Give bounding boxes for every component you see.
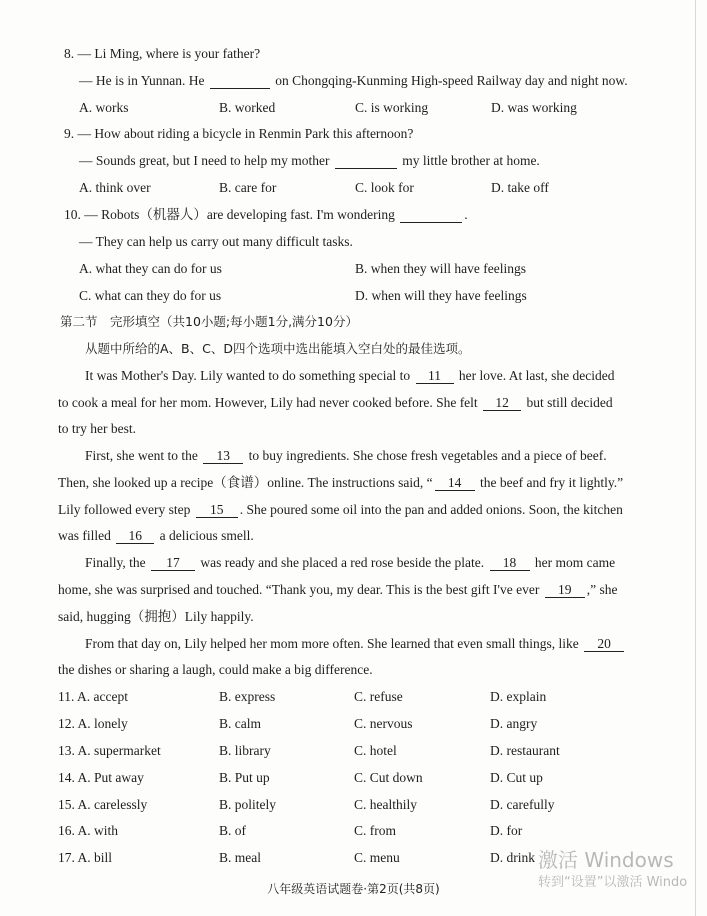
q13-option-b: B. library [219,743,271,758]
activation-watermark-hint: 转到“设置”以激活 Windo [538,875,688,890]
q8-option-c: C. is working [355,100,429,115]
q8-option-d: D. was working [491,100,577,115]
q10-option-d: D. when will they have feelings [355,288,527,303]
blank-18: 18 [490,556,530,571]
passage-p2-line2: Then, she looked up a recipe（食谱）online. The instructions said, “ 14 the beef and fry it lightly.” [58,475,624,490]
q15-option-a: 15. A. carelessly [58,797,148,812]
q17-option-d: D. drink [490,850,535,865]
q8-question: 8. — Li Ming, where is your father? [64,46,261,61]
blank-16: 16 [116,529,154,544]
q14-option-a: 14. A. Put away [58,770,144,785]
q11-option-d: D. explain [490,689,547,704]
blank-15: 15 [196,503,238,518]
q13-option-d: D. restaurant [490,743,560,758]
q14-option-d: D. Cut up [490,770,543,785]
passage-p1-line3: to try her best. [58,421,136,436]
q16-option-a: 16. A. with [58,823,119,838]
q9-option-a: A. think over [79,180,151,195]
q8-option-b: B. worked [219,100,276,115]
blank-20: 20 [584,637,624,652]
section-title: 第二节 完形填空（共10小题;每小题1分,满分10分） [60,314,358,329]
q14-option-b: B. Put up [219,770,270,785]
q16-option-b: B. of [219,823,246,838]
q10-blank [400,208,462,223]
passage-p1-line1: It was Mother's Day. Lily wanted to do something special to 11 her love. At last, she decided [85,368,615,383]
q8-option-a: A. works [79,100,129,115]
blank-11: 11 [416,369,454,384]
passage-p4-line1: From that day on, Lily helped her mom more often. She learned that even small things, like 20 [85,636,626,652]
passage-p1-line2: to cook a meal for her mom. However, Lily had never cooked before. She felt 12 but still decided [58,395,613,410]
q15-option-b: B. politely [219,797,276,812]
q12-option-d: D. angry [490,716,538,731]
q13-option-a: 13. A. supermarket [58,743,161,758]
q11-option-a: 11. A. accept [58,689,128,704]
q9-blank [335,154,397,169]
q13-option-c: C. hotel [354,743,397,758]
page-footer: 八年级英语试题卷·第2页(共8页) [267,882,440,896]
q15-option-d: D. carefully [490,797,555,812]
passage-p3-line3: said, hugging（拥抱）Lily happily. [58,609,254,624]
passage-p3-line1: Finally, the 17 was ready and she placed a red rose beside the plate. 18 her mom came [85,555,616,570]
passage-p3-line2: home, she was surprised and touched. “Thank you, my dear. This is the best gift I've ever 19 ,” she [58,582,618,597]
q10-option-c: C. what can they do for us [79,288,222,303]
passage-p2-line1: First, she went to the 13 to buy ingredients. She chose fresh vegetables and a piece of beef. [85,448,607,463]
q16-option-d: D. for [490,823,523,838]
blank-19: 19 [545,583,585,598]
blank-12: 12 [483,396,521,411]
q11-option-b: B. express [219,689,276,704]
q10-option-a: A. what they can do for us [79,261,222,276]
q15-option-c: C. healthily [354,797,417,812]
q12-option-c: C. nervous [354,716,413,731]
q9-option-b: B. care for [219,180,277,195]
passage-p2-line4: was filled 16 a delicious smell. [58,528,254,543]
blank-13: 13 [203,449,243,464]
passage-p2-line3: Lily followed every step 15 . She poured some oil into the pan and added onions. Soon, the kitchen [58,502,623,517]
q14-option-c: C. Cut down [354,770,423,785]
passage-p4-line2: the dishes or sharing a laugh, could make a big difference. [58,662,373,677]
q16-option-c: C. from [354,823,396,838]
q8-blank [210,74,270,89]
blank-14: 14 [435,476,475,491]
q9-option-d: D. take off [491,180,549,195]
q11-option-c: C. refuse [354,689,403,704]
q9-option-c: C. look for [355,180,414,195]
page-edge [695,0,696,916]
blank-17: 17 [151,556,195,571]
q10-question: 10. — Robots（机器人）are developing fast. I'm wondering . [64,207,468,222]
q17-option-b: B. meal [219,850,261,865]
q12-option-b: B. calm [219,716,261,731]
q10-option-b: B. when they will have feelings [355,261,526,276]
q12-option-a: 12. A. lonely [58,716,128,731]
section-instruction: 从题中所给的A、B、C、D四个选项中选出能填入空白处的最佳选项。 [85,341,471,356]
q17-option-a: 17. A. bill [58,850,113,865]
q17-option-c: C. menu [354,850,400,865]
q8-answer: — He is in Yunnan. He on Chongqing-Kunming High-speed Railway day and night now. [79,73,628,88]
q9-answer: — Sounds great, but I need to help my mother my little brother at home. [79,153,540,168]
q10-answer: — They can help us carry out many difficult tasks. [79,234,353,249]
activation-watermark-title: 激活 Windows [538,848,674,872]
q9-question: 9. — How about riding a bicycle in Renmin Park this afternoon? [64,126,414,141]
